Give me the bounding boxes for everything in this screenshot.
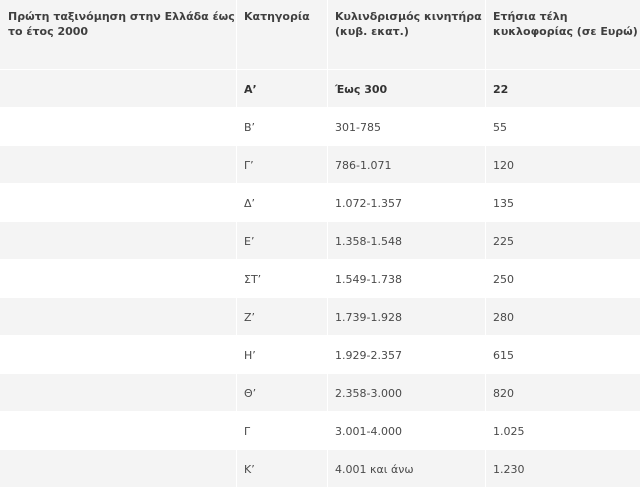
empty-cell [0,145,236,183]
empty-cell [0,107,236,145]
table-header-row [0,0,640,69]
category-cell: Η’ [236,335,327,373]
engine-capacity-cell: 1.739-1.928 [327,297,485,335]
table-row [0,297,640,335]
category-cell: Ζ’ [236,297,327,335]
empty-cell [0,259,236,297]
empty-cell [0,449,236,487]
header-annual-fees: Ετήσια τέλη κυκλοφορίας (σε Ευρώ) [485,0,640,69]
table-row [0,69,640,107]
fee-cell: 225 [485,221,640,259]
fee-cell: 22 [485,69,640,107]
category-cell: Ε’ [236,221,327,259]
category-cell: Θ’ [236,373,327,411]
engine-capacity-cell: 2.358-3.000 [327,373,485,411]
engine-capacity-cell: 301-785 [327,107,485,145]
engine-capacity-cell: Έως 300 [327,69,485,107]
category-cell: Γ [236,411,327,449]
empty-cell [0,411,236,449]
engine-capacity-cell: 1.072-1.357 [327,183,485,221]
empty-cell [0,221,236,259]
column-divider [236,0,237,487]
fee-cell: 135 [485,183,640,221]
fee-cell: 55 [485,107,640,145]
empty-cell [0,335,236,373]
header-first-registration: Πρώτη ταξινόμηση στην Ελλάδα έως το έτος 2000 [0,0,236,69]
fee-cell: 280 [485,297,640,335]
category-cell: Γ’ [236,145,327,183]
table-row [0,145,640,183]
table-row [0,411,640,449]
table-row [0,449,640,487]
engine-capacity-cell: 3.001-4.000 [327,411,485,449]
table-row [0,259,640,297]
empty-cell [0,373,236,411]
column-divider [327,0,328,487]
engine-capacity-cell: 1.358-1.548 [327,221,485,259]
header-engine-capacity: Κυλινδρισμός κινητήρα (κυβ. εκατ.) [327,0,485,69]
category-cell: Α’ [236,69,327,107]
empty-cell [0,183,236,221]
fee-cell: 820 [485,373,640,411]
header-category: Κατηγορία [236,0,327,69]
engine-capacity-cell: 4.001 και άνω [327,449,485,487]
column-divider [485,0,486,487]
empty-cell [0,297,236,335]
table-row [0,221,640,259]
empty-cell [0,69,236,107]
category-cell: ΣΤ’ [236,259,327,297]
fee-cell: 1.025 [485,411,640,449]
category-cell: Δ’ [236,183,327,221]
fee-cell: 1.230 [485,449,640,487]
table-row [0,183,640,221]
fee-cell: 120 [485,145,640,183]
fee-cell: 250 [485,259,640,297]
engine-capacity-cell: 1.929-2.357 [327,335,485,373]
engine-capacity-cell: 786-1.071 [327,145,485,183]
engine-capacity-cell: 1.549-1.738 [327,259,485,297]
table-row [0,335,640,373]
fee-cell: 615 [485,335,640,373]
category-cell: Β’ [236,107,327,145]
table-row [0,107,640,145]
table-row [0,373,640,411]
category-cell: Κ’ [236,449,327,487]
